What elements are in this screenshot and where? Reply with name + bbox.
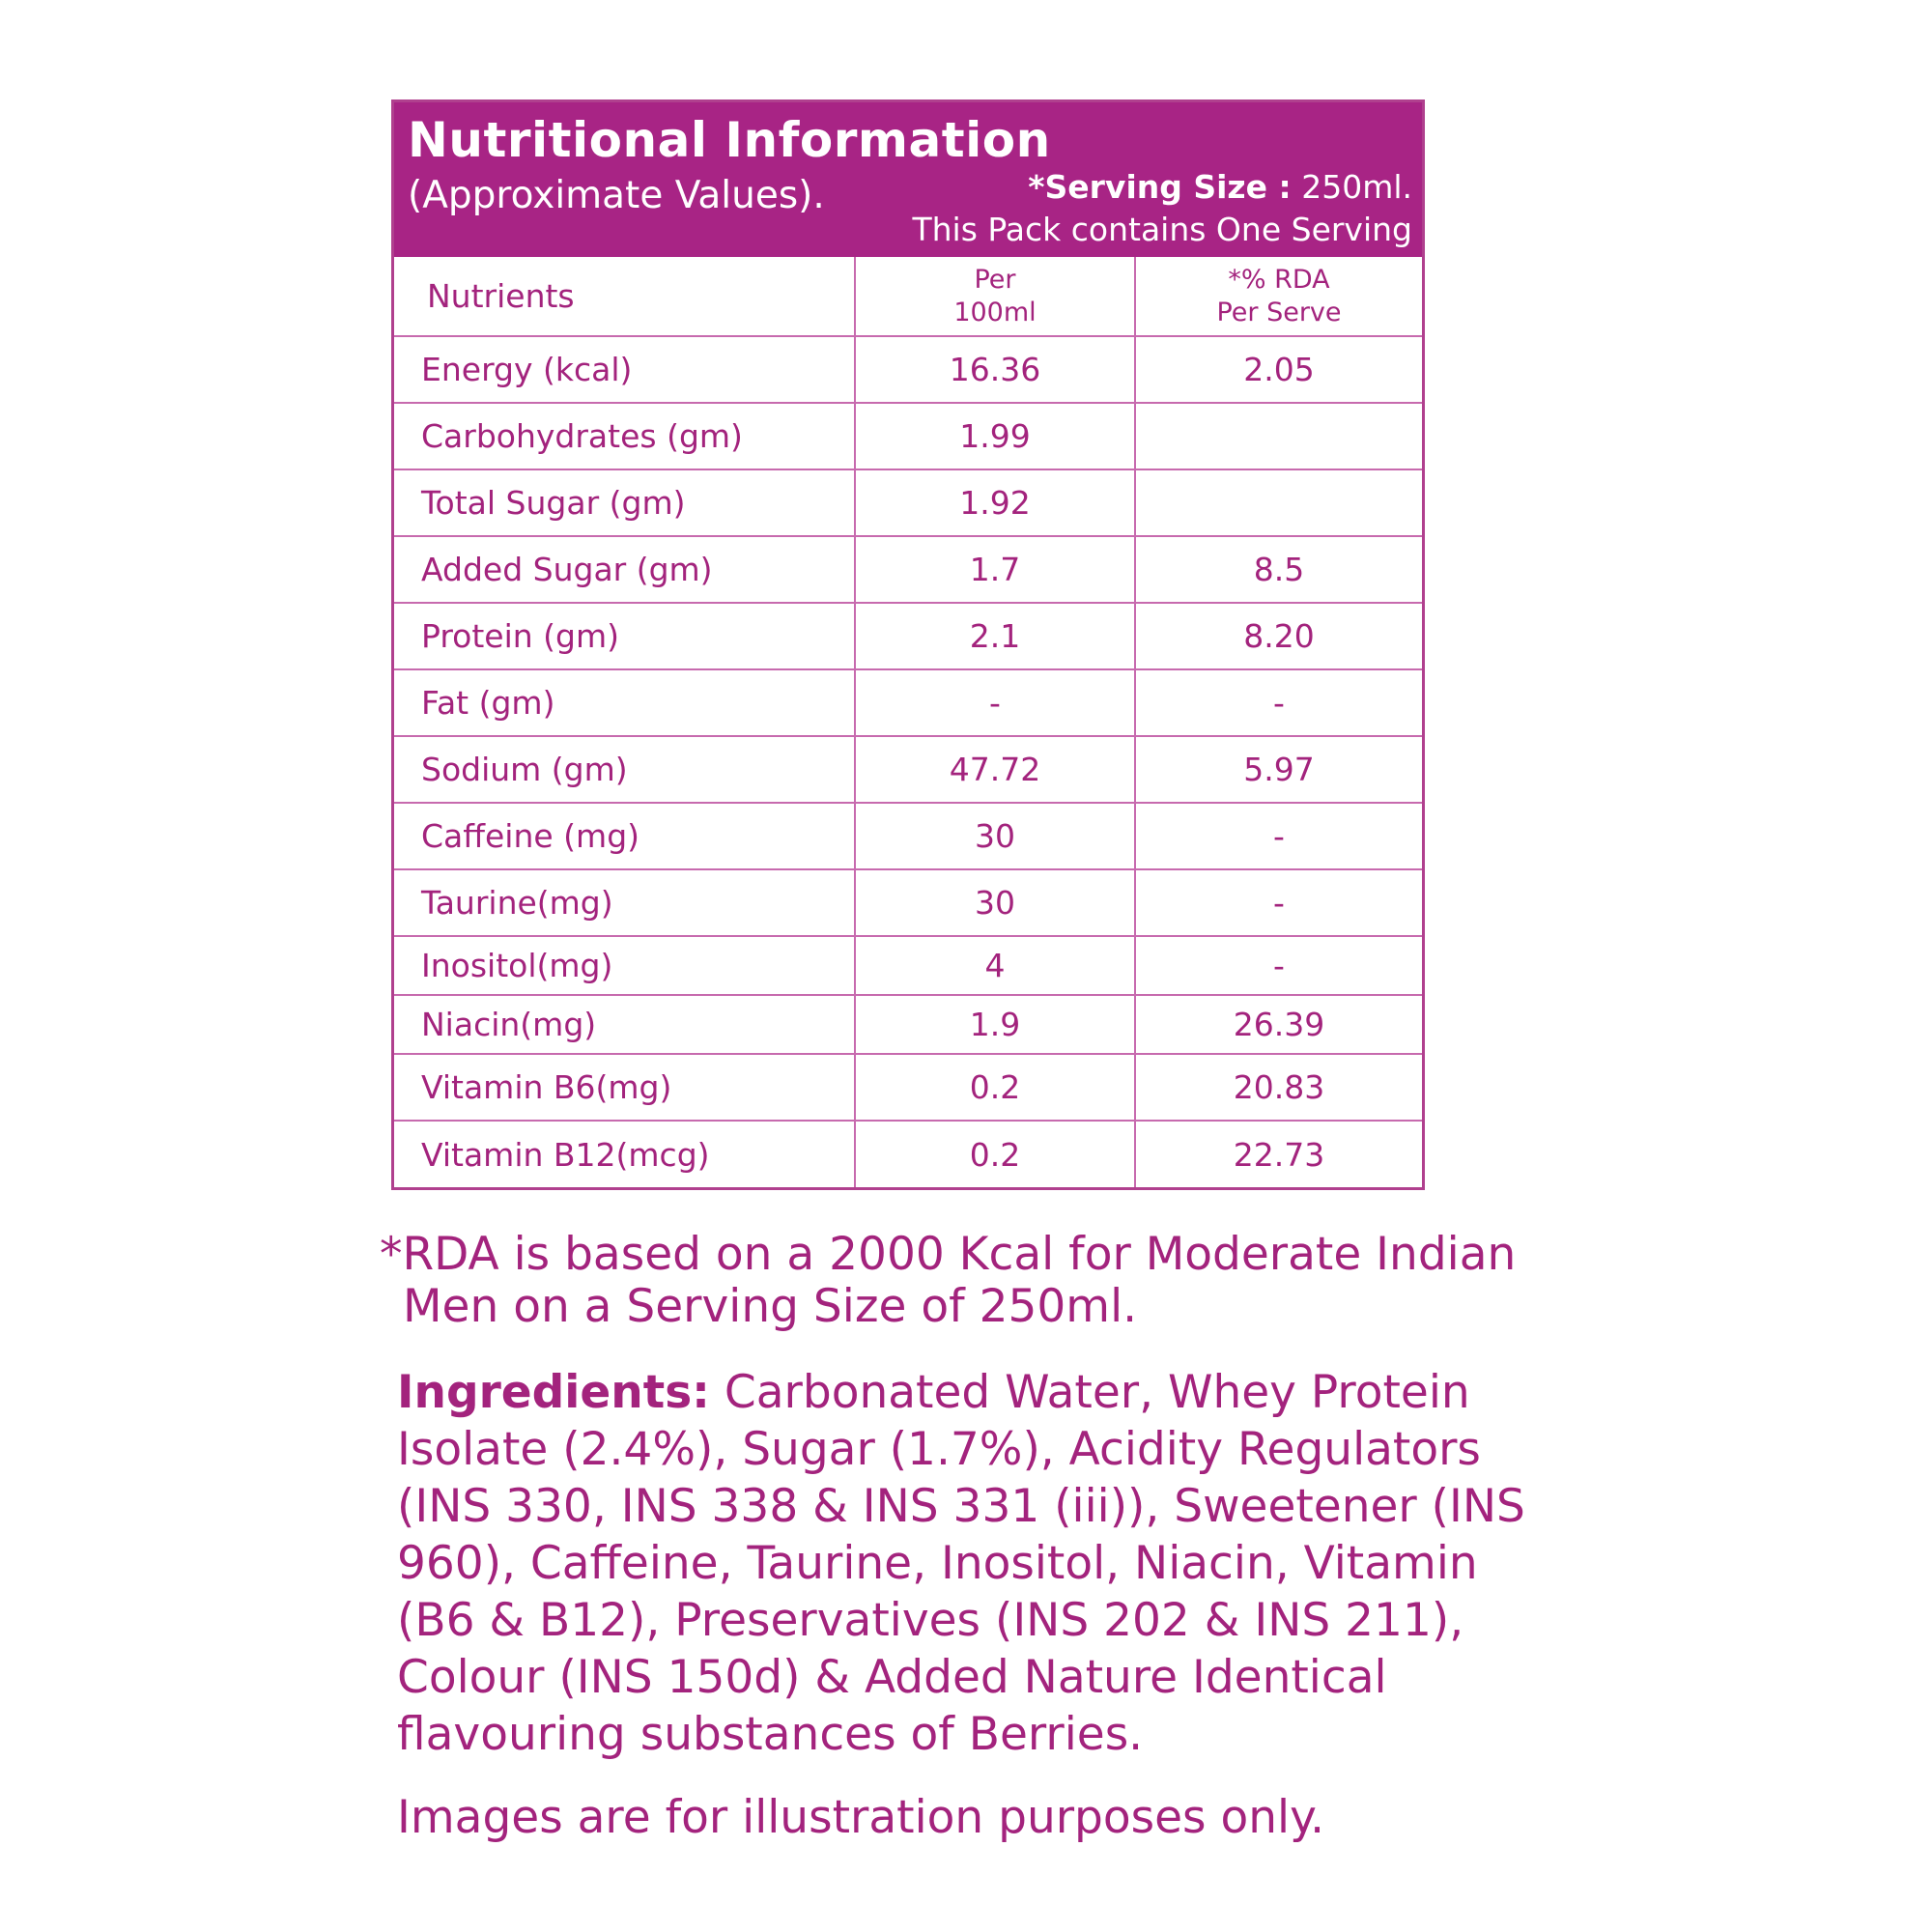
- nutrient-name: Caffeine (mg): [394, 803, 855, 869]
- nutrient-name: Niacin(mg): [394, 995, 855, 1054]
- header-per-line2: 100ml: [953, 297, 1037, 327]
- table-row: [394, 1121, 1422, 1187]
- header-per-line1: Per: [974, 264, 1016, 295]
- nutrient-per-100ml: 2.1: [855, 603, 1135, 669]
- ingredients-paragraph: [397, 1364, 1537, 1763]
- nutrient-per-100ml: 47.72: [855, 736, 1135, 803]
- table-row: [394, 669, 1422, 736]
- nutrient-rda: 26.39: [1135, 995, 1422, 1054]
- nutrient-name: Fat (gm): [394, 669, 855, 736]
- table-row: [394, 869, 1422, 936]
- nutrient-rda: [1135, 403, 1422, 469]
- nutrient-rda: -: [1135, 869, 1422, 936]
- nutrient-rda: -: [1135, 803, 1422, 869]
- nutrient-per-100ml: 4: [855, 936, 1135, 995]
- table-row: [394, 803, 1422, 869]
- nutrient-per-100ml: 16.36: [855, 336, 1135, 403]
- nutrient-per-100ml: 1.99: [855, 403, 1135, 469]
- nutrient-name: Added Sugar (gm): [394, 536, 855, 603]
- nutrient-per-100ml: 0.2: [855, 1054, 1135, 1121]
- rda-note: [380, 1229, 1577, 1333]
- nutrient-per-100ml: 1.92: [855, 469, 1135, 536]
- table-row: [394, 469, 1422, 536]
- table-header-row: [394, 257, 1422, 336]
- table-row: [394, 536, 1422, 603]
- nutrition-header: [394, 102, 1422, 257]
- nutrition-title: Nutritional Information: [408, 112, 1051, 168]
- nutrient-name: Inositol(mg): [394, 936, 855, 995]
- illustration-disclaimer: Images are for illustration purposes only.: [397, 1791, 1325, 1844]
- nutrient-name: Energy (kcal): [394, 336, 855, 403]
- table-row: [394, 1054, 1422, 1121]
- nutrient-rda: -: [1135, 936, 1422, 995]
- header-rda-line2: Per Serve: [1216, 297, 1342, 327]
- nutrient-name: Taurine(mg): [394, 869, 855, 936]
- nutrient-per-100ml: 30: [855, 803, 1135, 869]
- table-row: [394, 936, 1422, 995]
- serving-size-value: 250ml.: [1291, 168, 1412, 206]
- table-row: [394, 603, 1422, 669]
- ingredients-label: Ingredients:: [397, 1366, 710, 1419]
- nutrient-rda: 20.83: [1135, 1054, 1422, 1121]
- nutrient-name: Vitamin B6(mg): [394, 1054, 855, 1121]
- table-row: [394, 995, 1422, 1054]
- nutrient-name: Total Sugar (gm): [394, 469, 855, 536]
- nutrient-per-100ml: 30: [855, 869, 1135, 936]
- nutrient-name: Protein (gm): [394, 603, 855, 669]
- pack-note: This Pack contains One Serving: [912, 211, 1412, 248]
- nutrient-rda: 8.20: [1135, 603, 1422, 669]
- ingredients-text: Carbonated Water, Whey Protein Isolate (2.4%), Sugar (1.7%), Acidity Regulators (INS 330, INS 338 & INS 331 (iii)), Sweetener (INS 960), Caffeine, Taurine, Inositol, Niacin, Vitamin (B6 & B12), Preservatives (INS 202 & INS 211), Colour (INS 150d) & Added Nature Identical flavouring substances of Berries.: [397, 1366, 1525, 1761]
- nutrition-panel: [391, 99, 1425, 1190]
- nutrient-per-100ml: -: [855, 669, 1135, 736]
- table-row: [394, 336, 1422, 403]
- nutrient-per-100ml: 0.2: [855, 1121, 1135, 1187]
- header-per-100ml: [855, 257, 1135, 336]
- nutrient-rda: 2.05: [1135, 336, 1422, 403]
- header-nutrients: Nutrients: [394, 257, 855, 336]
- nutrient-rda: 8.5: [1135, 536, 1422, 603]
- nutrient-per-100ml: 1.7: [855, 536, 1135, 603]
- nutrient-rda: 22.73: [1233, 1135, 1325, 1174]
- nutrient-per-100ml: 1.9: [855, 995, 1135, 1054]
- rda-note-line1: *RDA is based on a 2000 Kcal for Moderate Indian: [380, 1228, 1517, 1281]
- nutrient-name: Vitamin B12(mcg): [394, 1121, 855, 1187]
- nutrient-name: Sodium (gm): [394, 736, 855, 803]
- nutrient-rda: -: [1135, 669, 1422, 736]
- rda-note-line2: Men on a Serving Size of 250ml.: [403, 1280, 1138, 1333]
- nutrient-rda: 5.97: [1135, 736, 1422, 803]
- header-rda-per-serve: [1135, 257, 1422, 336]
- nutrition-table: [394, 257, 1422, 1187]
- nutrient-rda: [1135, 469, 1422, 536]
- serving-size: [1028, 168, 1412, 206]
- table-row: [394, 403, 1422, 469]
- nutrient-name: Carbohydrates (gm): [394, 403, 855, 469]
- nutrition-subtitle: (Approximate Values).: [408, 174, 825, 217]
- header-rda-line1: *% RDA: [1228, 264, 1330, 295]
- table-row: [394, 736, 1422, 803]
- serving-size-label: *Serving Size :: [1028, 168, 1292, 206]
